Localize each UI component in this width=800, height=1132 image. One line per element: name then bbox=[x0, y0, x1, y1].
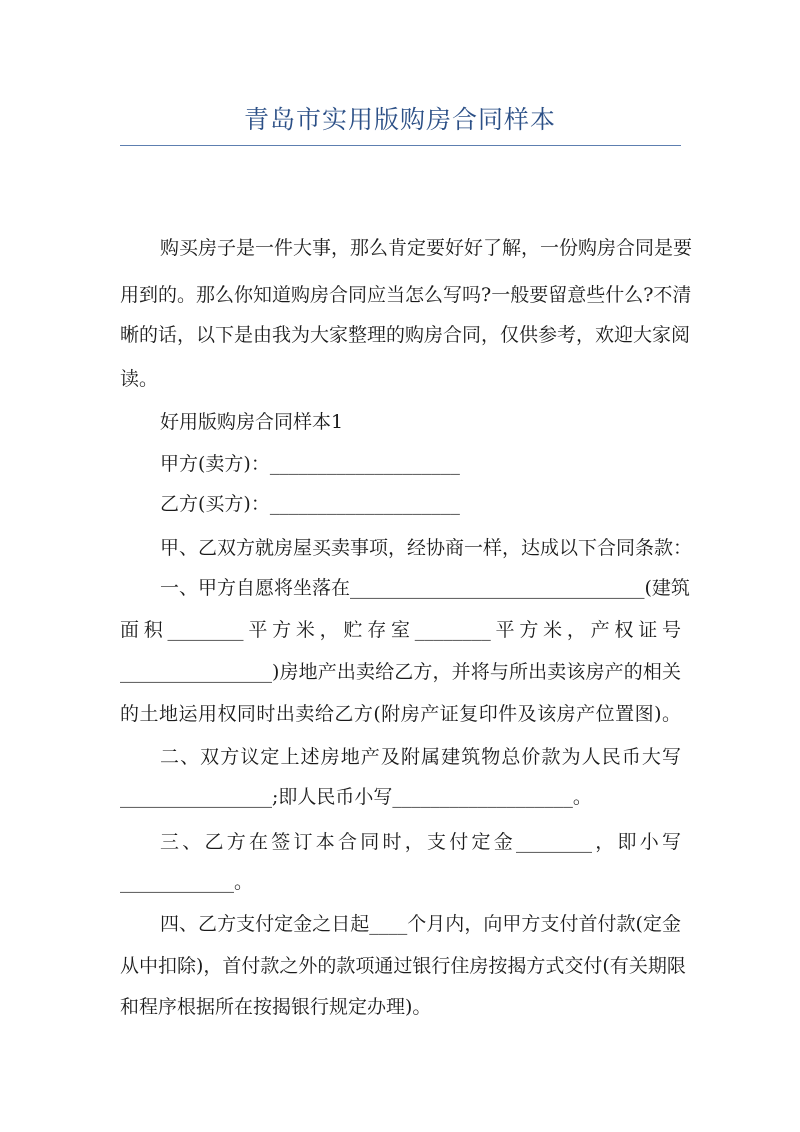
paragraph-line: ________________;即人民币小写___________________。 bbox=[120, 786, 592, 808]
paragraph-line: 三、乙方在签订本合同时，支付定金________，即小写 bbox=[160, 831, 681, 853]
paragraph-line: 读。 bbox=[120, 368, 159, 390]
paragraph-line: 二、双方议定上述房地产及附属建筑物总价款为人民币大写 bbox=[160, 746, 681, 768]
paragraph-line: 的土地运用权同时出卖给乙方(附房产证复印件及该房产位置图)。 bbox=[120, 703, 681, 725]
paragraph-line: 四、乙方支付定金之日起____个月内，向甲方支付首付款(定金 bbox=[160, 913, 681, 935]
paragraph-line: 好用版购房合同样本1 bbox=[160, 411, 344, 433]
paragraph-line: 面积________平方米，贮存室________平方米，产权证号 bbox=[120, 619, 681, 641]
paragraph-line: 甲方(卖方)：____________________ bbox=[160, 453, 460, 475]
paragraph-line: 一、甲方自愿将坐落在_______________________________(建筑 bbox=[160, 577, 690, 599]
paragraph-line: 用到的。那么你知道购房合同应当怎么写吗?一般要留意些什么?不清 bbox=[120, 284, 692, 306]
title-underline bbox=[120, 145, 681, 146]
paragraph-line: 晰的话，以下是由我为大家整理的购房合同，仅供参考，欢迎大家阅 bbox=[120, 324, 691, 346]
paragraph-line: 从中扣除)，首付款之外的款项通过银行住房按揭方式交付(有关期限 bbox=[120, 955, 686, 977]
paragraph-line: 和程序根据所在按揭银行规定办理)。 bbox=[120, 996, 432, 1018]
document-title: 青岛市实用版购房合同样本 bbox=[243, 105, 556, 134]
paragraph-line: 甲、乙双方就房屋买卖事项，经协商一样，达成以下合同条款： bbox=[160, 537, 693, 559]
paragraph-line: ________________)房地产出卖给乙方，并将与所出卖该房产的相关 bbox=[120, 661, 681, 683]
paragraph-line: 乙方(买方)：____________________ bbox=[160, 493, 460, 515]
paragraph-line: 购买房子是一件大事，那么肯定要好好了解，一份购房合同是要 bbox=[160, 237, 693, 259]
paragraph-line: ____________。 bbox=[120, 871, 254, 893]
